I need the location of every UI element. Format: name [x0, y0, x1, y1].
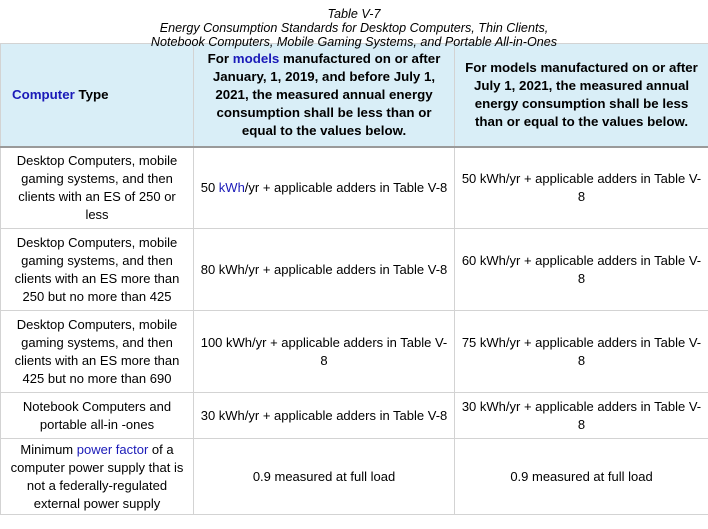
standard-2019-cell: 30 kWh/yr + applicable adders in Table V-8 — [194, 393, 455, 439]
computer-type-cell: Desktop Computers, mobile gaming systems, and then clients with an ES of 250 or less — [1, 147, 194, 229]
table-caption — [0, 0, 708, 49]
standard-2021-cell: 0.9 measured at full load — [455, 439, 708, 515]
computer-type-cell: Desktop Computers, mobile gaming systems, and then clients with an ES more than 250 but no more than 425 — [1, 229, 194, 311]
standard-2021-cell: 75 kWh/yr + applicable adders in Table V-8 — [455, 311, 708, 393]
power-factor-link[interactable]: power factor — [76, 441, 149, 457]
header-row — [1, 44, 708, 147]
standard-2021-cell: 60 kWh/yr + applicable adders in Table V-8 — [455, 229, 708, 311]
kwh-link[interactable]: kWh — [218, 179, 245, 195]
header-2021-standard: For models manufactured on or after July 1, 2021, the measured annual energy consumption shall be less than or equal to the values below. — [455, 44, 708, 147]
table-row — [1, 311, 708, 393]
standard-2019-cell: 80 kWh/yr + applicable adders in Table V-8 — [194, 229, 455, 311]
computer-type-cell: Desktop Computers, mobile gaming systems, and then clients with an ES more than 425 but no more than 690 — [1, 311, 194, 393]
header-computer-type: Computer Type — [1, 44, 194, 147]
computer-link[interactable]: Computer — [12, 86, 75, 102]
table-row — [1, 229, 708, 311]
standard-2021-cell: 50 kWh/yr + applicable adders in Table V-8 — [455, 147, 708, 229]
header-2019-standard: For models manufactured on or after January, 1, 2019, and before July 1, 2021, the measured annual energy consumption shall be less than or equal to the values below. — [194, 44, 455, 147]
table-title-line-2: Notebook Computers, Mobile Gaming Systems, and Portable All-in-Ones — [150, 35, 558, 49]
table-row — [1, 393, 708, 439]
table-title-line-1: Energy Consumption Standards for Desktop Computers, Thin Clients, — [159, 21, 549, 35]
models-link[interactable]: models — [232, 50, 280, 66]
energy-standards-table — [0, 43, 708, 515]
standard-2019-cell: 50 kWh/yr + applicable adders in Table V-8 — [194, 147, 455, 229]
table-row — [1, 147, 708, 229]
table-number: Table V-7 — [327, 7, 381, 21]
standard-2021-cell: 30 kWh/yr + applicable adders in Table V-8 — [455, 393, 708, 439]
standard-2019-cell: 0.9 measured at full load — [194, 439, 455, 515]
table-row — [1, 439, 708, 515]
standard-2019-cell: 100 kWh/yr + applicable adders in Table V-8 — [194, 311, 455, 393]
computer-type-cell: Notebook Computers and portable all-in -ones — [1, 393, 194, 439]
computer-type-cell: Minimum power factor of a computer power supply that is not a federally-regulated external power supply — [1, 439, 194, 515]
